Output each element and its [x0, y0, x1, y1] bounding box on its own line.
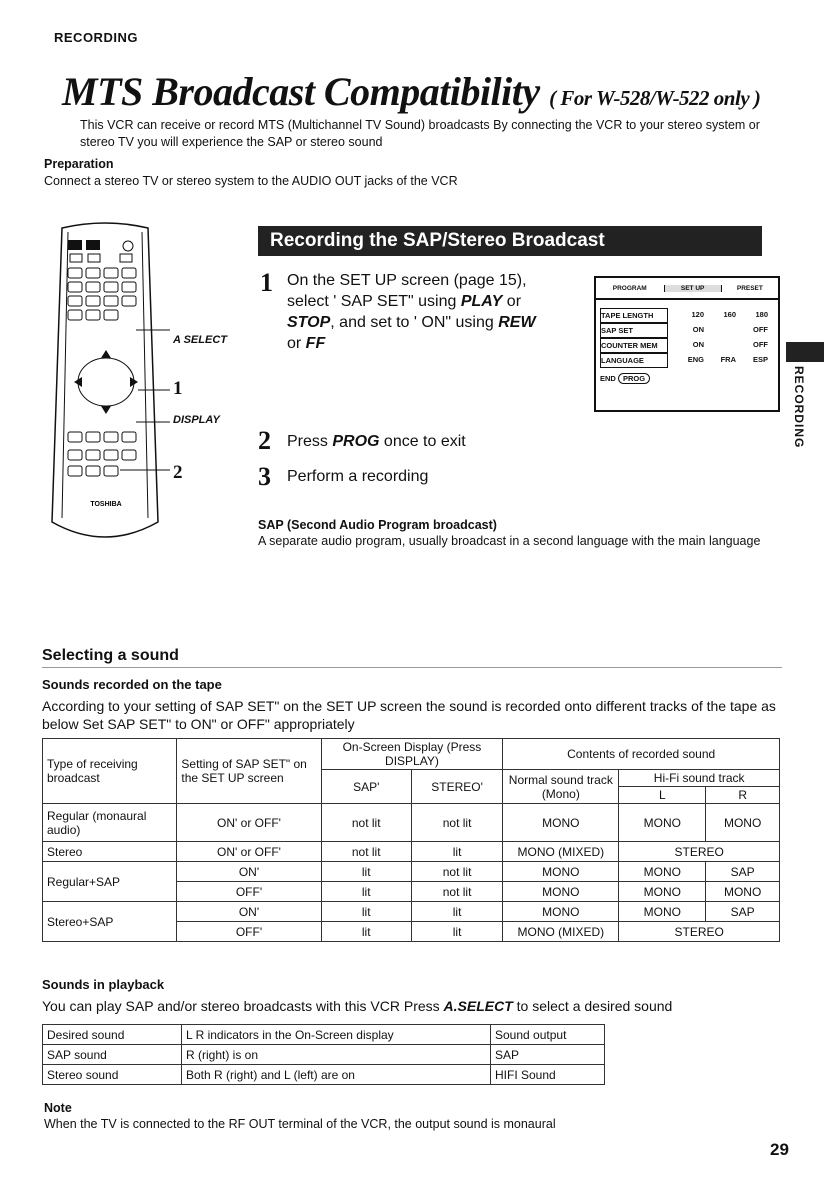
- remote-brand: TOSHIBA: [90, 501, 122, 508]
- osd-val: ON: [692, 325, 704, 334]
- table-row: [43, 842, 780, 862]
- recorded-text: According to your setting of SAP SET" on the SET UP screen the sound is recorded onto different tracks of the tape as below Set SAP SET" to ON" or OFF" appropriately: [42, 698, 776, 732]
- step-2-text-a: Press: [287, 433, 333, 450]
- th-normal: Normal sound track (Mono): [503, 770, 619, 804]
- page-number: 29: [770, 1140, 789, 1159]
- osd-tab-program: PROGRAM: [596, 285, 665, 292]
- cell-stereo: not lit: [411, 882, 502, 902]
- step-2-text-b: once to exit: [379, 433, 466, 450]
- osd-prog-button: PROG: [618, 373, 650, 384]
- osd-row: [600, 353, 774, 368]
- step-3-number: 3: [258, 462, 271, 491]
- th-stereo: STEREO': [411, 770, 502, 804]
- osd-end: END: [600, 374, 616, 383]
- intro-text: This VCR can receive or record MTS (Multichannel TV Sound) broadcasts By connecting the VCR to your stereo system or stereo TV you will experience the SAP or stereo sound: [80, 118, 760, 149]
- step-1-number: 1: [260, 268, 273, 297]
- recorded-sound-table: [42, 738, 780, 942]
- selecting-heading: Selecting a sound: [42, 647, 179, 664]
- cell-r: SAP: [706, 902, 780, 922]
- cell-sap: lit: [321, 922, 411, 942]
- osd-row-label: TAPE LENGTH: [600, 308, 668, 323]
- cell-stereo: lit: [411, 842, 502, 862]
- osd-setup-screen: [594, 276, 780, 412]
- prog-key: PROG: [332, 433, 380, 450]
- osd-val: ESP: [752, 355, 768, 364]
- osd-row: [600, 308, 774, 323]
- table-row: [43, 862, 780, 882]
- sap-text: A separate audio program, usually broadcast in a second language with the main language: [258, 534, 761, 548]
- playback-table: [42, 1024, 605, 1085]
- cell-type: Stereo+SAP: [43, 902, 177, 942]
- side-tab-label: RECORDING: [792, 366, 806, 449]
- cell-indicators: R (right) is on: [182, 1045, 491, 1065]
- th-type: Type of receiving broadcast: [43, 739, 177, 804]
- osd-row-label: LANGUAGE: [600, 353, 668, 368]
- step-1-line-2: [287, 291, 587, 312]
- cell-lr: STEREO: [619, 842, 780, 862]
- section-banner: Recording the SAP/Stereo Broadcast: [258, 226, 762, 256]
- section-label: RECORDING: [54, 30, 138, 45]
- cell-indicators: Both R (right) and L (left) are on: [182, 1065, 491, 1085]
- osd-tabs: [596, 278, 778, 300]
- step-1-line-3: [287, 312, 587, 333]
- playback-text-a: You can play SAP and/or stereo broadcasts with this VCR Press: [42, 998, 444, 1014]
- note-heading: Note: [44, 1101, 72, 1115]
- step-1-line-1: On the SET UP screen (page 15),: [287, 272, 527, 289]
- cell-type: Regular+SAP: [43, 862, 177, 902]
- step-1-text: [287, 270, 587, 354]
- th-contents: Contents of recorded sound: [503, 739, 780, 770]
- cell-normal: MONO (MIXED): [503, 842, 619, 862]
- cell-l: MONO: [619, 804, 706, 842]
- cell-output: HIFI Sound: [491, 1065, 605, 1085]
- note-text: When the TV is connected to the RF OUT terminal of the VCR, the output sound is monaural: [44, 1117, 556, 1131]
- playback-text: [42, 997, 792, 1015]
- osd-tab-setup: SET UP: [665, 285, 722, 292]
- step-1-text-a: select ' SAP SET" using: [287, 293, 461, 310]
- table-row: [43, 1065, 605, 1085]
- cell-type: Regular (monaural audio): [43, 804, 177, 842]
- osd-val: ENG: [687, 355, 704, 364]
- cell-r: MONO: [706, 804, 780, 842]
- title-main: MTS Broadcast Compatibility: [62, 69, 540, 114]
- cell-stereo: not lit: [411, 804, 502, 842]
- cell-normal: MONO (MIXED): [503, 922, 619, 942]
- osd-val: 180: [755, 310, 768, 319]
- cell-setting: ON' or OFF': [177, 842, 321, 862]
- cell-desired: SAP sound: [43, 1045, 182, 1065]
- remote-control-illustration: [40, 222, 170, 562]
- cell-l: MONO: [619, 902, 706, 922]
- table-row: [43, 804, 780, 842]
- step-1-text-d: or: [287, 335, 306, 352]
- osd-val: [704, 323, 736, 338]
- th-desired: Desired sound: [43, 1025, 182, 1045]
- th-r: R: [706, 787, 780, 804]
- osd-val: 120: [691, 310, 704, 319]
- osd-row-label: COUNTER MEM: [600, 338, 668, 353]
- th-l: L: [619, 787, 706, 804]
- rew-key: REW: [498, 314, 536, 331]
- step-1-text-c: , and set to ' ON" using: [330, 314, 499, 331]
- th-setting: Setting of SAP SET" on the SET UP screen: [177, 739, 321, 804]
- osd-val: FRA: [720, 355, 736, 364]
- step-2-number: 2: [258, 426, 271, 455]
- cell-setting: OFF': [177, 882, 321, 902]
- cell-normal: MONO: [503, 902, 619, 922]
- playback-heading: Sounds in playback: [42, 977, 165, 992]
- cell-l: MONO: [619, 862, 706, 882]
- cell-stereo: lit: [411, 922, 502, 942]
- cell-r: SAP: [706, 862, 780, 882]
- osd-val: OFF: [753, 325, 768, 334]
- osd-val: [704, 338, 736, 353]
- osd-row: [600, 323, 774, 338]
- cell-type: Stereo: [43, 842, 177, 862]
- cell-stereo: lit: [411, 902, 502, 922]
- osd-rows: [596, 300, 778, 385]
- sap-heading: SAP (Second Audio Program broadcast): [258, 518, 497, 532]
- divider: [42, 667, 782, 668]
- cell-desired: Stereo sound: [43, 1065, 182, 1085]
- step-1-text-b: or: [502, 293, 522, 310]
- play-key: PLAY: [460, 293, 503, 310]
- callout-2: 2: [173, 462, 183, 483]
- cell-normal: MONO: [503, 804, 619, 842]
- stop-key: STOP: [287, 314, 331, 331]
- preparation-heading: Preparation: [44, 157, 114, 171]
- preparation-text: Connect a stereo TV or stereo system to the AUDIO OUT jacks of the VCR: [44, 174, 458, 188]
- callout-a-select: A SELECT: [173, 334, 227, 346]
- table-header-row: [43, 1025, 605, 1045]
- cell-sap: not lit: [321, 842, 411, 862]
- th-output: Sound output: [491, 1025, 605, 1045]
- cell-output: SAP: [491, 1045, 605, 1065]
- title-sub: ( For W-528/W-522 only ): [549, 86, 761, 110]
- cell-setting: OFF': [177, 922, 321, 942]
- recorded-heading: Sounds recorded on the tape: [42, 677, 222, 692]
- page-title: [62, 68, 760, 115]
- cell-stereo: not lit: [411, 862, 502, 882]
- th-indicators: L R indicators in the On-Screen display: [182, 1025, 491, 1045]
- osd-tab-preset: PRESET: [736, 284, 763, 292]
- side-tab-marker: [786, 342, 824, 362]
- osd-row-label: SAP SET: [600, 323, 668, 338]
- osd-val: 160: [723, 310, 736, 319]
- cell-setting: ON': [177, 862, 321, 882]
- table-row: [43, 902, 780, 922]
- cell-normal: MONO: [503, 882, 619, 902]
- th-hifi: Hi-Fi sound track: [619, 770, 780, 787]
- ff-key: FF: [305, 335, 326, 352]
- cell-sap: lit: [321, 862, 411, 882]
- callout-1: 1: [173, 378, 183, 399]
- cell-sap: not lit: [321, 804, 411, 842]
- cell-normal: MONO: [503, 862, 619, 882]
- cell-l: MONO: [619, 882, 706, 902]
- osd-val: ON: [692, 340, 704, 349]
- th-sap: SAP': [321, 770, 411, 804]
- osd-val: OFF: [753, 340, 768, 349]
- step-1-line-4: [287, 333, 587, 354]
- cell-r: MONO: [706, 882, 780, 902]
- a-select-key: A.SELECT: [443, 998, 513, 1014]
- osd-footer: [600, 372, 774, 385]
- step-3-text: Perform a recording: [287, 468, 429, 485]
- cell-setting: ON' or OFF': [177, 804, 321, 842]
- cell-sap: lit: [321, 882, 411, 902]
- callout-display: DISPLAY: [173, 414, 220, 426]
- table-header-row: [43, 739, 780, 770]
- playback-text-c: to select a desired sound: [512, 998, 673, 1014]
- cell-setting: ON': [177, 902, 321, 922]
- table-row: [43, 1045, 605, 1065]
- osd-row: [600, 338, 774, 353]
- step-2-text: [287, 431, 466, 452]
- cell-sap: lit: [321, 902, 411, 922]
- cell-lr: STEREO: [619, 922, 780, 942]
- th-osd: On-Screen Display (Press DISPLAY): [321, 739, 503, 770]
